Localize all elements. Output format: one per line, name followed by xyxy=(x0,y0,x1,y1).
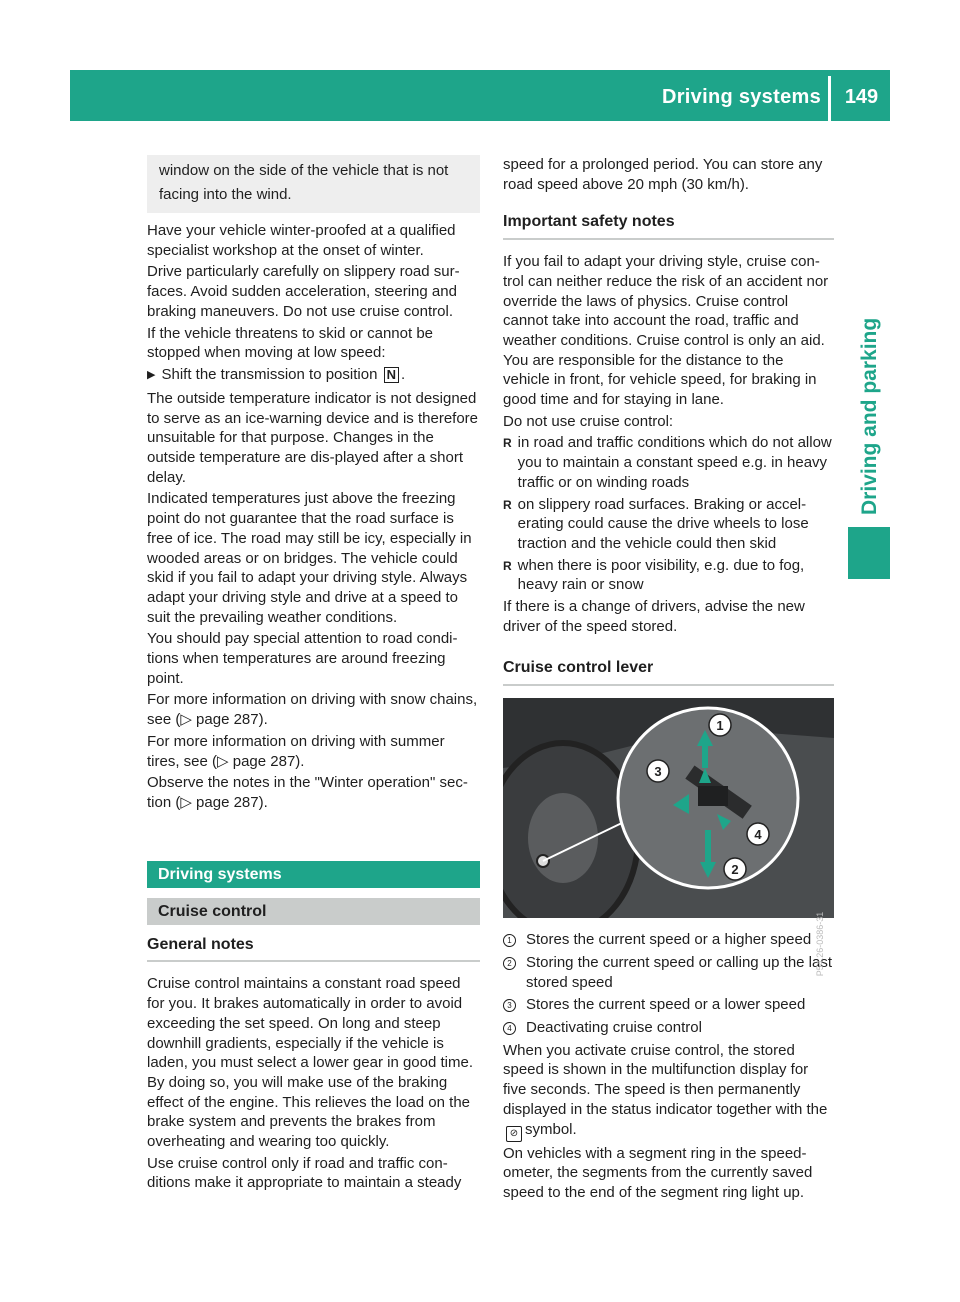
legend-item xyxy=(503,953,834,992)
paragraph: If you fail to adapt your driving style, cruise con-trol can neither reduce the risk of an accident nor override the laws of physics. Cruise control cannot take into account the road, traffic and weather conditions. Cruise control is only an aid. You are responsible for the distance to the vehicle in front, for vehicle speed, for braking in good time and for staying in lane. xyxy=(503,253,829,409)
subsection-title: Cruise control xyxy=(147,898,480,925)
paragraph: If the vehicle threatens to skid or cannot be stopped when moving at low speed: xyxy=(147,324,434,362)
header-section-title: Driving systems xyxy=(661,86,821,108)
section-title: Driving systems xyxy=(147,861,480,888)
paragraph: The outside temperature indicator is not designed to serve as an ice-warning device and is therefore unsuitable for that purpose. Changes in the outside temperature are dis-played after a short delay. xyxy=(147,389,479,486)
paragraph: You should pay special attention to road condi-tions when temperatures are around freezing point. xyxy=(147,630,458,687)
paragraph: Indicated temperatures just above the freezing point do not guarantee that the road surface is free of ice. The road may still be icy, especially in wooded areas or on bridges. The vehicle could skid if you fail to adapt your driving style. Always adapt your driving style and drive at a speed to suit the prevailing weather conditions. xyxy=(147,490,472,626)
legend-number: 3 xyxy=(503,999,516,1012)
legend-item xyxy=(503,995,834,1015)
figure-id: P54.26-0386-31 xyxy=(815,912,826,977)
paragraph-text-pre: the xyxy=(806,1100,828,1118)
paragraph: Cruise control maintains a constant road speed for you. It brakes automatically in order to avoid exceeding the set speed. On long and steep downhill gradients, especially if the vehicle is laden, you must select a lower gear in good time. By doing so, you will make use of the braking effect of the engine. This relieves the load on the brake system and prevents the brakes from overheating and wearing too quickly. xyxy=(147,975,474,1151)
figure-label-4: 4 xyxy=(754,827,762,843)
paragraph: speed for a prolonged period. You can store any road speed above 20 mph (30 km/h). xyxy=(503,156,823,193)
action-step xyxy=(147,365,480,385)
list-item-text: when there is poor visibility, e.g. due to fog, heavy rain or snow xyxy=(517,556,805,594)
header-bar xyxy=(70,70,890,121)
list-item xyxy=(503,433,834,492)
legend-text: Storing the current speed or calling up the last stored speed xyxy=(526,953,833,991)
bullet-icon: R xyxy=(503,497,512,512)
paragraph-text: When you activate cruise control, the stored speed is shown in the multifunction display for five seconds. The speed is then permanently displayed in the status indicator together with xyxy=(503,1041,809,1118)
side-label-text: Driving and parking xyxy=(858,317,881,515)
paragraph xyxy=(503,1041,834,1142)
paragraph: Drive particularly carefully on slippery road sur-faces. Avoid sudden acceleration, steering and braking maneuvers. Do not use cruise control. xyxy=(147,263,460,320)
action-text-pre: Shift the transmission to position xyxy=(161,365,378,383)
paragraph: Use cruise control only if road and traffic con-ditions make it appropriate to maintain a steady xyxy=(147,1154,462,1192)
side-tab xyxy=(848,527,890,579)
list-item-text: in road and traffic conditions which do not allow you to maintain a constant speed e.g. in heavy traffic or on winding roads xyxy=(517,434,832,491)
paragraph: On vehicles with a segment ring in the speed-ometer, the segments from the currently saved speed to the end of the segment ring light up. xyxy=(503,1144,813,1201)
figure-label-1: 1 xyxy=(716,718,724,734)
cruise-control-icon: ⊘ xyxy=(506,1126,522,1142)
paragraph-text-post: symbol. xyxy=(525,1120,577,1138)
action-text-post: . xyxy=(400,365,406,383)
left-column xyxy=(147,155,480,1195)
figure-label-2: 2 xyxy=(731,862,739,878)
paragraph: Have your vehicle winter-proofed at a qualified specialist workshop at the onset of winter. xyxy=(147,222,456,259)
legend-number: 4 xyxy=(503,1022,516,1035)
list-item-text: on slippery road surfaces. Braking or accel-erating could cause the drive wheels to lose traction and the vehicle could then skid xyxy=(517,495,809,552)
list-item xyxy=(503,495,834,554)
list-item xyxy=(503,556,834,595)
lever-illustration xyxy=(503,698,834,918)
heading-safety-notes: Important safety notes xyxy=(503,212,834,240)
page-number: 149 xyxy=(844,86,879,108)
paragraph: Do not use cruise control: xyxy=(503,412,674,430)
action-arrow-icon: ▶ xyxy=(147,368,156,381)
legend-item xyxy=(503,930,834,950)
heading-general-notes: General notes xyxy=(147,935,480,963)
bullet-icon: R xyxy=(503,436,512,451)
bullet-icon: R xyxy=(503,558,512,573)
gear-n-key-icon: N xyxy=(384,367,399,383)
paragraph: Observe the notes in the "Winter operation" sec-tion (▷ page 287). xyxy=(147,774,468,811)
legend-number: 2 xyxy=(503,957,516,970)
action-text xyxy=(161,365,405,385)
paragraph: If there is a change of drivers, advise the new driver of the speed stored. xyxy=(503,598,805,635)
figure-label-3: 3 xyxy=(654,764,662,780)
paragraph: For more information on driving with snow chains, see (▷ page 287). xyxy=(147,691,478,729)
note-box: window on the side of the vehicle that is not facing into the wind. xyxy=(147,155,480,213)
legend-text: Stores the current speed or a higher speed xyxy=(526,931,812,949)
paragraph: For more information on driving with summer tires, see (▷ page 287). xyxy=(147,732,445,770)
legend-number: 1 xyxy=(503,934,516,947)
right-column xyxy=(503,155,834,1205)
legend-item xyxy=(503,1018,834,1038)
legend-text: Deactivating cruise control xyxy=(526,1018,702,1036)
heading-cruise-lever: Cruise control lever xyxy=(503,658,834,686)
header-separator xyxy=(828,76,831,121)
legend-text: Stores the current speed or a lower speed xyxy=(526,996,806,1014)
